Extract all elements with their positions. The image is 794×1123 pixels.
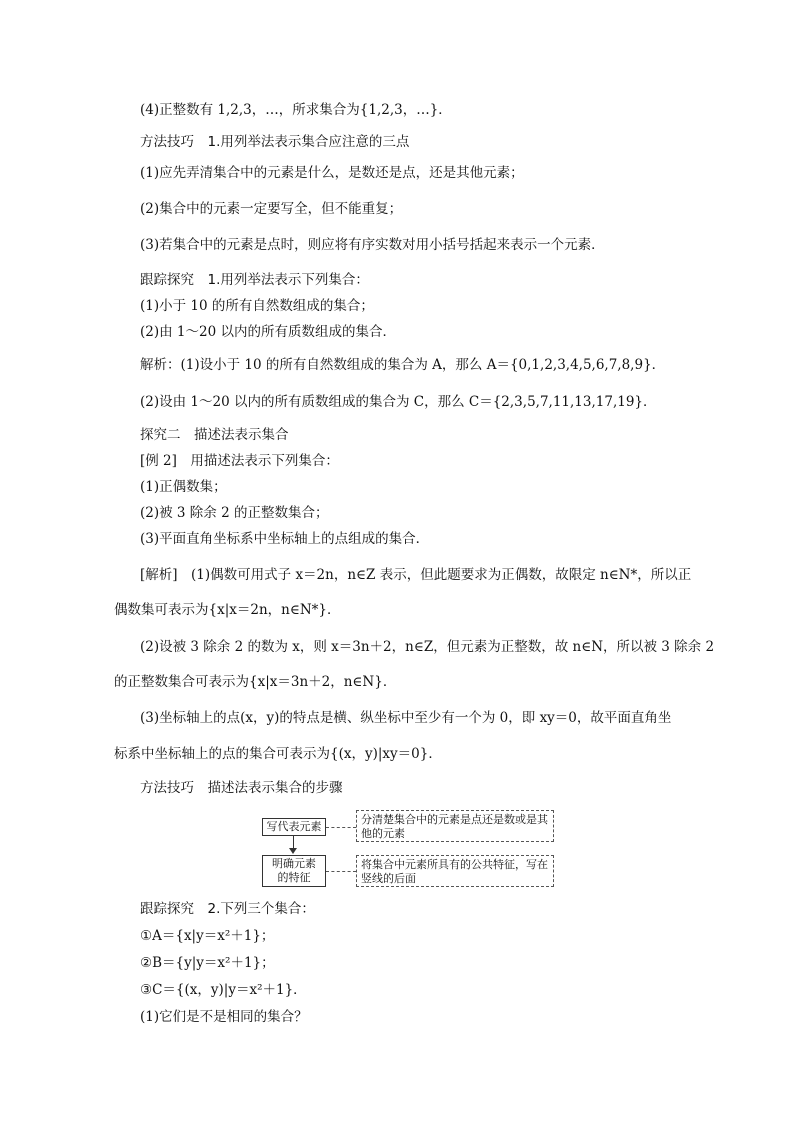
question-line: (1)它们是不是相同的集合？ (140, 1009, 308, 1025)
flow-step-2: 明确元素的特征 (262, 855, 326, 887)
solution-line-1: 解析：(1)设小于 10 的所有自然数组成的集合为 A，那么 A＝{0,1,2,3,4,5,6,7,8,9}． (140, 357, 666, 373)
set-c-line: ③C＝{(x，y)|y＝x²＋1}． (140, 982, 307, 998)
flow-connector-2 (326, 871, 356, 872)
text-line-15: (3)平面直角坐标系中坐标轴上的点组成的集合． (140, 531, 430, 547)
flow-note-2: 将集合中元素所具有的公共特征，写在竖线的后面 (356, 855, 554, 887)
analysis-line-6: 标系中坐标轴上的点的集合可表示为{(x，y)|xy＝0}． (114, 746, 442, 762)
flow-note-1: 分清楚集合中的元素是点还是数或是其他的元素 (356, 810, 554, 842)
analysis-line-2: 偶数集可表示为{x|x＝2n，n∈N*}． (114, 602, 341, 618)
follow-up-heading-2: 跟踪探究 2.下列三个集合： (140, 901, 315, 917)
set-b-line: ②B＝{y|y＝x²＋1}； (140, 955, 275, 971)
text-line-4: (2)集合中的元素一定要写全，但不能重复； (140, 201, 403, 217)
text-line-3: (1)应先弄清集合中的元素是什么，是数还是点，还是其他元素； (140, 165, 524, 181)
method-tip-heading-2: 方法技巧 描述法表示集合的步骤 (140, 780, 343, 796)
down-arrow-icon (289, 848, 297, 854)
set-a-line: ①A＝{x|y＝x²＋1}； (140, 928, 275, 944)
text-line-1: (4)正整数有 1,2,3，…，所求集合为{1,2,3，…}． (140, 102, 452, 118)
follow-up-heading-1: 跟踪探究 1.用列举法表示下列集合： (140, 272, 369, 288)
analysis-line-4: 的正整数集合可表示为{x|x＝3n＋2，n∈N}． (114, 674, 397, 690)
flow-connector-1 (326, 827, 356, 828)
text-line-7: (1)小于 10 的所有自然数组成的集合； (140, 298, 374, 314)
flow-step-1: 写代表元素 (262, 818, 326, 836)
example-2-heading: [例 2] 用描述法表示下列集合： (140, 453, 339, 469)
text-line-8: (2)由 1～20 以内的所有质数组成的集合． (140, 324, 396, 340)
analysis-line-5: (3)坐标轴上的点(x，y)的特点是横、纵坐标中至少有一个为 0，即 xy＝0，故平面直角坐 (140, 710, 672, 726)
method-tip-heading: 方法技巧 1.用列举法表示集合应注意的三点 (140, 134, 410, 150)
text-line-5: (3)若集合中的元素是点时，则应将有序实数对用小括号括起来表示一个元素． (140, 237, 605, 253)
section-heading-2: 探究二 描述法表示集合 (140, 427, 289, 443)
solution-line-2: (2)设由 1～20 以内的所有质数组成的集合为 C，那么 C＝{2,3,5,7,11,13,17,19}． (140, 394, 657, 410)
analysis-line-3: (2)设被 3 除余 2 的数为 x，则 x＝3n＋2，n∈Z，但元素为正整数，故 n∈N，所以被 3 除余 2 (140, 639, 715, 655)
analysis-line-1: [解析] (1)偶数可用式子 x＝2n，n∈Z 表示，但此题要求为正偶数，故限定 n∈N*，所以正 (140, 567, 692, 583)
text-line-13: (1)正偶数集； (140, 479, 227, 495)
text-line-14: (2)被 3 除余 2 的正整数集合； (140, 505, 329, 521)
